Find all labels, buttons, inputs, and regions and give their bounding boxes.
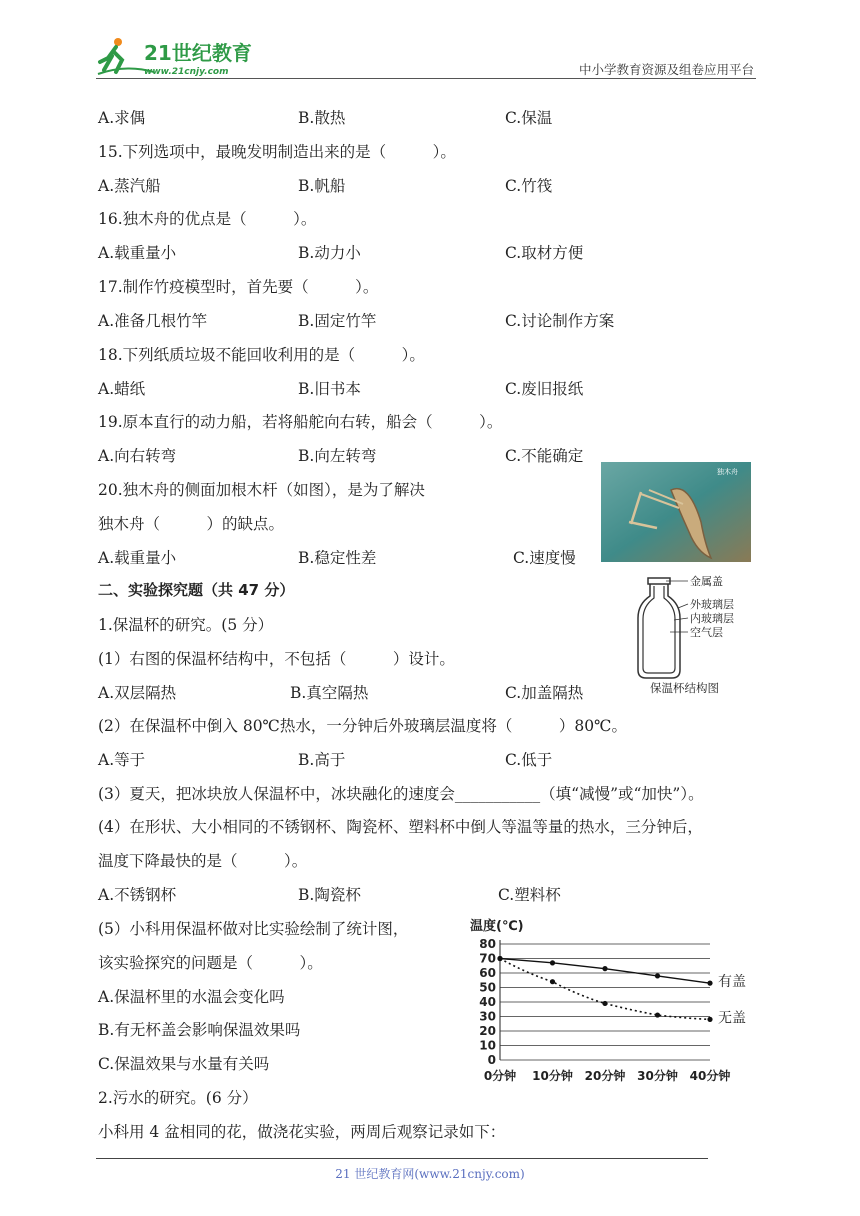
e1-part1-option-b: B.真空隔热 [290,684,369,702]
e1-part3-question: (3）夏天，把冰块放人保温杯中，冰块融化的速度会___________（填“减慢”或“加快”）。 [98,785,704,803]
e1-part5-question-line2: 该实验探究的问题是（ ）。 [98,954,323,972]
dugout-canoe-photo [601,462,751,562]
q20-question-line1: 20.独木舟的侧面加根木杆（如图），是为了解决 [98,481,425,499]
q17-question: 17.制作竹疫模型时，首先要（ ）。 [98,278,379,296]
e1-title: 1.保温杯的研究。(5 分） [98,616,274,634]
header-platform-text: 中小学教育资源及组卷应用平台 [578,62,754,77]
chart-ytick-label: 30 [479,1009,496,1024]
svg-text:空气层: 空气层 [690,626,723,639]
q20-option-a: A.载重量小 [98,549,177,567]
e1-part1-option-a: A.双层隔热 [98,684,177,702]
q16-option-b: B.动力小 [298,244,361,262]
e1-part2-question: (2）在保温杯中倒入 80℃热水，一分钟后外玻璃层温度将（ ）80℃。 [98,717,627,735]
chart-point [655,973,660,978]
q17-option-c: C.讨论制作方案 [505,312,615,330]
section2-title: 二、实验探究题（共 47 分） [98,581,295,599]
e1-part2-option-c: C.低于 [505,751,553,769]
chart-point [550,960,555,965]
chart-series-label: 无盖 [718,1010,746,1027]
chart-point [550,979,555,984]
q20-question-line2: 独木舟（ ）的缺点。 [98,515,285,533]
svg-text:独木舟: 独木舟 [717,468,738,476]
e1-part4-option-a: A.不锈钢杯 [98,886,177,904]
q18-option-c: C.废旧报纸 [505,380,584,398]
chart-xtick-label: 10分钟 [532,1069,573,1083]
e1-part1-option-c: C.加盖隔热 [505,684,584,702]
chart-ytick-label: 0 [487,1053,496,1067]
q14-option-a: A.求偶 [98,109,146,127]
e1-part4-question-line1: (4）在形状、大小相同的不锈钢杯、陶瓷杯、塑料杯中倒人等温等量的热水，三分钟后， [98,818,703,836]
chart-ytick-label: 40 [479,995,496,1009]
q16-question: 16.独木舟的优点是（ ）。 [98,210,317,228]
e1-part4-option-b: B.陶瓷杯 [298,886,361,904]
chart-point [497,956,502,961]
chart-ytick-label: 80 [479,937,496,951]
thermos-structure-diagram [630,574,760,698]
q14-option-c: C.保温 [505,109,553,127]
temperature-line-chart [466,914,756,1084]
chart-xtick-label: 40分钟 [689,1069,731,1083]
svg-text:外玻璃层: 外玻璃层 [690,598,734,611]
q16-option-a: A.载重量小 [98,244,177,262]
svg-text:内玻璃层: 内玻璃层 [690,612,734,625]
chart-ytick-label: 20 [479,1024,496,1038]
chart-ytick-label: 50 [479,980,496,995]
e1-part4-question-line2: 温度下降最快的是（ ）。 [98,852,308,870]
chart-xtick-label: 30分钟 [637,1069,678,1083]
svg-text:www.21cnjy.com: www.21cnjy.com [144,67,229,77]
q15-option-b: B.帆船 [298,177,346,195]
e1-part5-option-a: A.保温杯里的水温会变化吗 [98,988,285,1006]
e2-title: 2.污水的研究。(6 分） [98,1089,258,1107]
header-divider [96,78,756,79]
e1-part2-option-a: A.等于 [98,751,146,769]
q20-option-c: C.速度慢 [513,549,576,567]
chart-ytick-label: 60 [479,966,496,980]
q15-option-a: A.蒸汽船 [98,177,161,195]
e2-intro: 小科用 4 盆相同的花，做浇花实验，两周后观察记录如下： [98,1123,506,1141]
chart-ylabel: 温度(℃) [470,919,524,934]
q17-option-b: B.固定竹竿 [298,312,377,330]
chart-point [707,981,712,986]
chart-point [707,1017,712,1022]
q19-option-b: B.向左转弯 [298,447,377,465]
e1-part5-question-line1: (5）小科用保温杯做对比实验绘制了统计图， [98,920,409,938]
chart-ytick-label: 10 [479,1038,496,1053]
q18-option-b: B.旧书本 [298,380,361,398]
chart-xtick-label: 20分钟 [584,1069,626,1083]
svg-text:21世纪教育: 21世纪教育 [144,41,252,65]
chart-series-label: 有盖 [718,974,746,991]
footer-text: 21 世纪教育网(www.21cnjy.com) [335,1167,525,1181]
footer-divider [96,1158,708,1159]
e1-part4-option-c: C.塑料杯 [498,886,561,904]
q16-option-c: C.取材方便 [505,244,584,262]
e1-part5-option-c: C.保温效果与水量有关吗 [98,1055,270,1073]
q14-option-b: B.散热 [298,109,346,127]
chart-ytick-label: 70 [479,951,496,966]
chart-point [602,966,607,971]
q18-question: 18.下列纸质垃圾不能回收利用的是（ ）。 [98,346,425,364]
q17-option-a: A.准备几根竹竿 [98,312,208,330]
q15-option-c: C.竹筏 [505,177,553,195]
svg-text:金属盖: 金属盖 [690,575,723,588]
e1-part1-question: (1）右图的保温杯结构中，不包括（ ）设计。 [98,650,455,668]
chart-point [602,1001,607,1006]
q19-question: 19.原本直行的动力船，若将船舵向右转，船会（ ）。 [98,413,503,431]
e1-part5-option-b: B.有无杯盖会影响保温效果吗 [98,1021,301,1039]
chart-xtick-label: 0分钟 [483,1069,517,1083]
site-logo [96,34,266,80]
q19-option-c: C.不能确定 [505,447,584,465]
svg-text:保温杯结构图: 保温杯结构图 [650,681,719,695]
q18-option-a: A.蜡纸 [98,380,146,398]
e1-part2-option-b: B.高于 [298,751,346,769]
chart-point [655,1012,660,1017]
q15-question: 15.下列选项中，最晚发明制造出来的是（ ）。 [98,143,456,161]
q20-option-b: B.稳定性差 [298,549,377,567]
q19-option-a: A.向右转弯 [98,447,177,465]
